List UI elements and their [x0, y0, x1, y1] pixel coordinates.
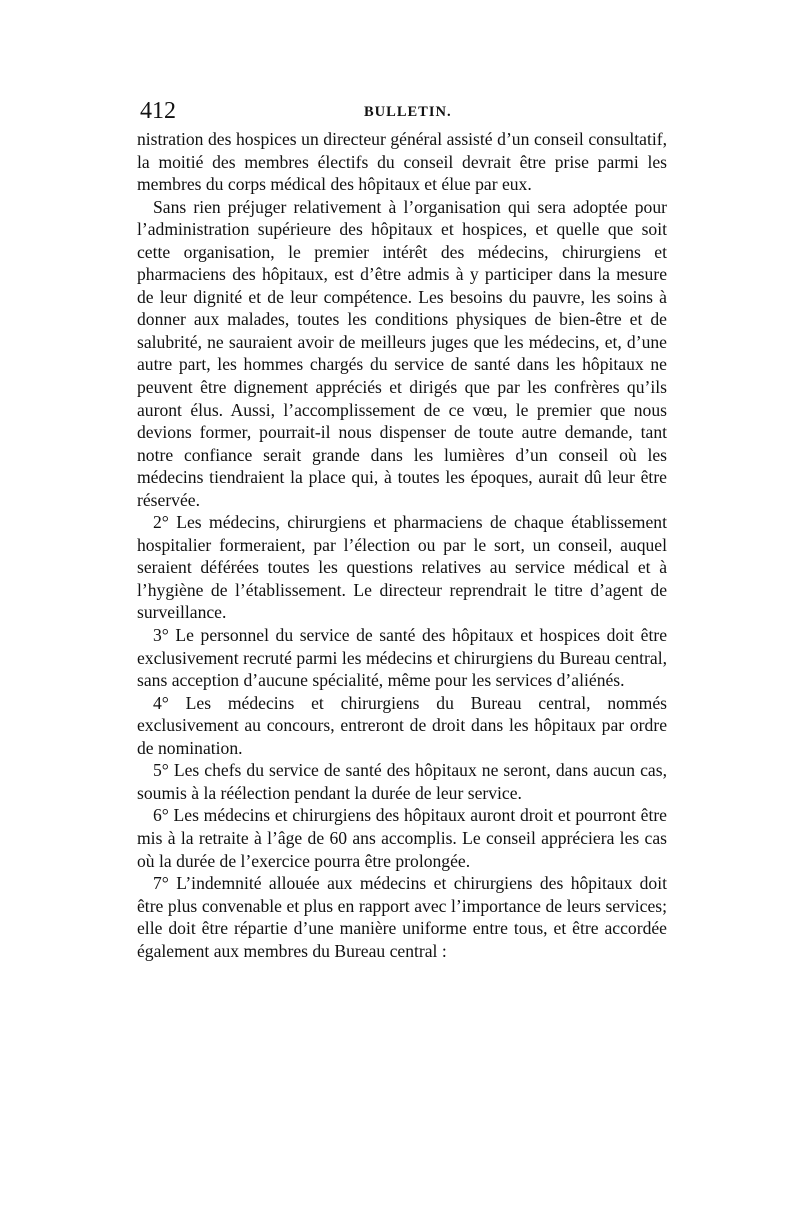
page-number: 412 [140, 98, 176, 124]
body-text [137, 128, 667, 962]
paragraph-item-5: 5° Les chefs du service de santé des hôpitaux ne seront, dans aucun cas, soumis à la réélection pendant la durée de leur service. [137, 760, 667, 803]
paragraph-item-3: 3° Le personnel du service de santé des hôpitaux et hospices doit être exclusivement recruté parmi les médecins et chirurgiens du Bureau central, sans acception d’aucune spécialité, même pour les services d’aliénés. [137, 625, 667, 691]
paragraph-item-2: 2° Les médecins, chirurgiens et pharmaciens de chaque établissement hospitalier formeraient, par l’élection ou par le sort, un conseil, auquel seraient déférées toutes les questions relatives au service médical et à l’hygiène de l’établissement. Le directeur reprendrait le titre d’agent de surveillance. [137, 512, 667, 623]
paragraph-organisation: Sans rien préjuger relativement à l’organisation qui sera adoptée pour l’administration supérieure des hôpitaux et hospices, et quelle que soit cette organisation, le premier intérêt des médecins, chirurgiens et pharmaciens des hôpitaux, est d’être admis à y participer dans la mesure de leur dignité et de leur compétence. Les besoins du pauvre, les soins à donner aux malades, toutes les conditions physiques de bien-être et de salubrité, ne sauraient avoir de meilleurs juges que les médecins, et, d’une autre part, les hommes chargés du service de santé dans les hôpitaux ne peuvent être dignement appréciés et dirigés que par les confrères qu’ils auront élus. Aussi, l’accomplissement de ce vœu, le premier que nous devions former, pourrait-il nous dispenser de toute autre demande, tant notre confiance serait grande dans les lumières d’un conseil où les médecins tiendraient la place qui, à toutes les époques, aurait dû leur être réservée. [137, 196, 667, 510]
paragraph-item-4: 4° Les médecins et chirurgiens du Bureau central, nommés exclusivement au concours, entreront de droit dans les hôpitaux par ordre de nomination. [137, 692, 667, 758]
running-head: BULLETIN. [364, 104, 452, 120]
paragraph-continuation: nistration des hospices un directeur général assisté d’un conseil consultatif, la moitié des membres électifs du conseil devrait être prise parmi les membres du corps médical des hôpitaux et élue par eux. [137, 129, 667, 195]
paragraph-item-6: 6° Les médecins et chirurgiens des hôpitaux auront droit et pourront être mis à la retraite à l’âge de 60 ans accomplis. Le conseil appréciera les cas où la durée de l’exercice pourra être prolongée. [137, 805, 667, 871]
paragraph-item-7: 7° L’indemnité allouée aux médecins et chirurgiens des hôpitaux doit être plus convenable et plus en rapport avec l’importance de leurs services; elle doit être répartie d’une manière uniforme entre tous, et être accordée également aux membres du Bureau central : [137, 873, 667, 961]
page-header [140, 96, 667, 126]
